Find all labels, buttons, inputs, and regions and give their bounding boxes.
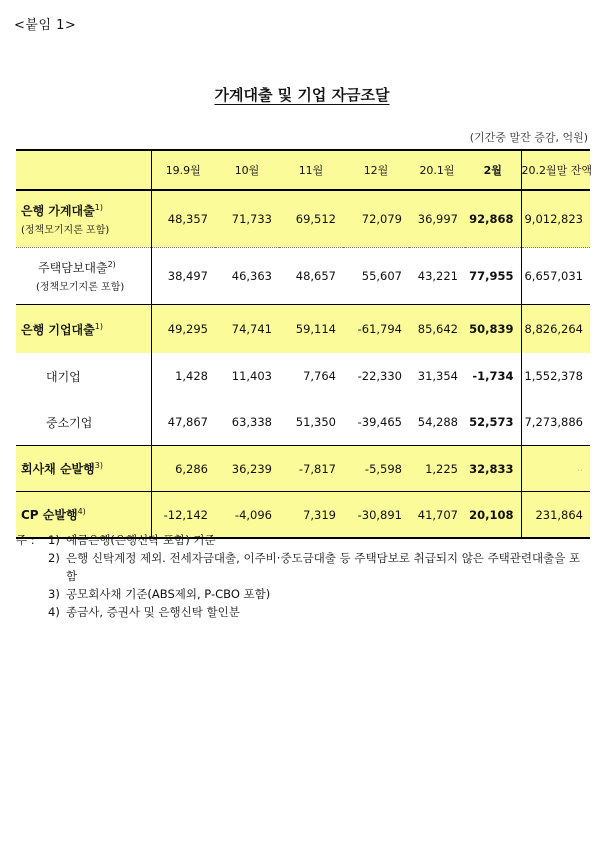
table-row [16,190,590,248]
table-cell: 71,733 [231,212,272,226]
table-row [16,248,590,305]
footnote-number: 1) [48,533,60,547]
table-cell: -7,817 [279,446,343,492]
table-cell: 63,338 [231,415,272,429]
footnote-text: 은행 신탁계정 제외. 전세자금대출, 이주비·중도금대출 등 주택담보로 취급되지 않은 주택관련대출을 포함 [66,551,581,583]
table-cell: 48,657 [279,248,343,305]
table-cell: 41,707 [409,492,465,539]
table-cell: -4,096 [215,492,279,539]
header-cell: 2월 [465,150,521,190]
row-label-sub: (정책모기지론 포함) [36,282,125,293]
footnote-ref: 4) [77,507,86,517]
footnote-spacer [16,549,48,585]
table-cell: 92,868 [469,212,514,226]
table-cell: 9,012,823 [521,190,590,248]
attachment-label: <붙임 1> [14,18,77,33]
footnote-ref: 2) [107,260,116,270]
table-cell: 31,354 [417,369,458,383]
footnote-ref: 1) [94,203,103,213]
footnote-text: 공모회사채 기준(ABS제외, P-CBO 포함) [66,587,271,601]
table-cell: 50,839 [465,305,521,354]
footnote-number: 3) [48,587,60,601]
row-label-main: 회사채 순발행 [21,462,95,476]
footnotes [16,531,590,621]
table-cell: 231,864 [521,492,590,539]
row-label-main: CP 순발행 [21,508,78,522]
table-cell: 6,657,031 [521,248,590,305]
footnote-ref: 1) [94,321,103,331]
row-label-main: 주택담보대출 [38,261,108,275]
table-cell: 47,867 [151,399,215,446]
table-cell: 7,273,886 [521,399,590,446]
table-cell: -61,794 [343,305,409,354]
footnote-item [16,603,590,621]
header-cell: 20.1월 [409,150,465,190]
table-cell: 1,225 [409,446,465,492]
table-cell: 1,428 [151,353,215,399]
table-cell: 46,363 [215,248,279,305]
table-header-row [16,150,590,190]
row-label: 중소기업 [46,415,93,430]
table-cell: 52,573 [469,415,514,429]
unit-note: (기간중 말잔 증감, 억원) [469,131,588,144]
row-label-main: 은행 가계대출 [21,204,95,218]
page-title-text: 가계대출 및 기업 자금조달 [214,86,390,104]
footnote-spacer [16,585,48,603]
table-cell: 69,512 [295,212,336,226]
table-cell: -39,465 [357,415,402,429]
header-cell: 19.9월 [151,150,215,190]
table-cell: -5,598 [343,446,409,492]
table-cell: 8,826,264 [521,305,590,354]
table-cell: 51,350 [295,415,336,429]
table-cell: 36,997 [417,212,458,226]
footnote-ref: 3) [94,461,103,471]
table-cell: 48,357 [151,190,215,248]
row-label-main: 은행 기업대출 [21,322,95,337]
table-row [16,305,590,354]
table-cell: 43,221 [409,248,465,305]
table-cell: 6,286 [151,446,215,492]
footnote-number: 2) [48,551,60,565]
table-cell: 74,741 [215,305,279,354]
row-label [16,446,151,492]
table-row [16,446,590,492]
table-row [16,399,590,446]
page-title [0,84,604,105]
footnote-item [16,585,590,603]
table-cell: 54,288 [417,415,458,429]
header-corner-cell [16,150,151,190]
table-cell: 36,239 [215,446,279,492]
header-cell: 20.2월말 잔액 [521,150,590,190]
row-label [16,305,151,354]
header-cell: 10월 [215,150,279,190]
header-cell: 12월 [343,150,409,190]
footnote-spacer [16,603,48,621]
footnote-number: 4) [48,605,60,619]
table-cell: 32,833 [465,446,521,492]
table-cell: -12,142 [151,492,215,539]
data-table [16,149,590,539]
table-cell: 20,108 [465,492,521,539]
table-cell: 59,114 [279,305,343,354]
header-cell: 11월 [279,150,343,190]
table-cell: 11,403 [231,369,272,383]
table-cell: 7,319 [279,492,343,539]
table-row [16,353,590,399]
row-label: 대기업 [46,369,81,384]
table-cell: -30,891 [343,492,409,539]
table-cell: 1,552,378 [521,353,590,399]
footnote-prefix: 주 : [16,533,35,547]
table-cell: 85,642 [409,305,465,354]
row-label-sub: (정책모기지론 포함) [21,225,110,236]
footnote-item [16,549,590,585]
table-cell: 77,955 [465,248,521,305]
footnote-text: 종금사, 증권사 및 은행신탁 할인분 [66,605,240,619]
table-cell: 7,764 [303,369,336,383]
table-cell: .. [521,446,590,492]
table-cell: -1,734 [472,369,514,383]
table-cell: 38,497 [151,248,215,305]
table-cell: 72,079 [361,212,402,226]
table-cell: 55,607 [343,248,409,305]
table-cell: -22,330 [357,369,402,383]
footnote-item [16,531,590,549]
table-cell: 49,295 [151,305,215,354]
row-label [16,190,151,248]
row-label [16,248,151,305]
footnote-text: 예금은행(은행신탁 포함) 기준 [66,533,216,547]
